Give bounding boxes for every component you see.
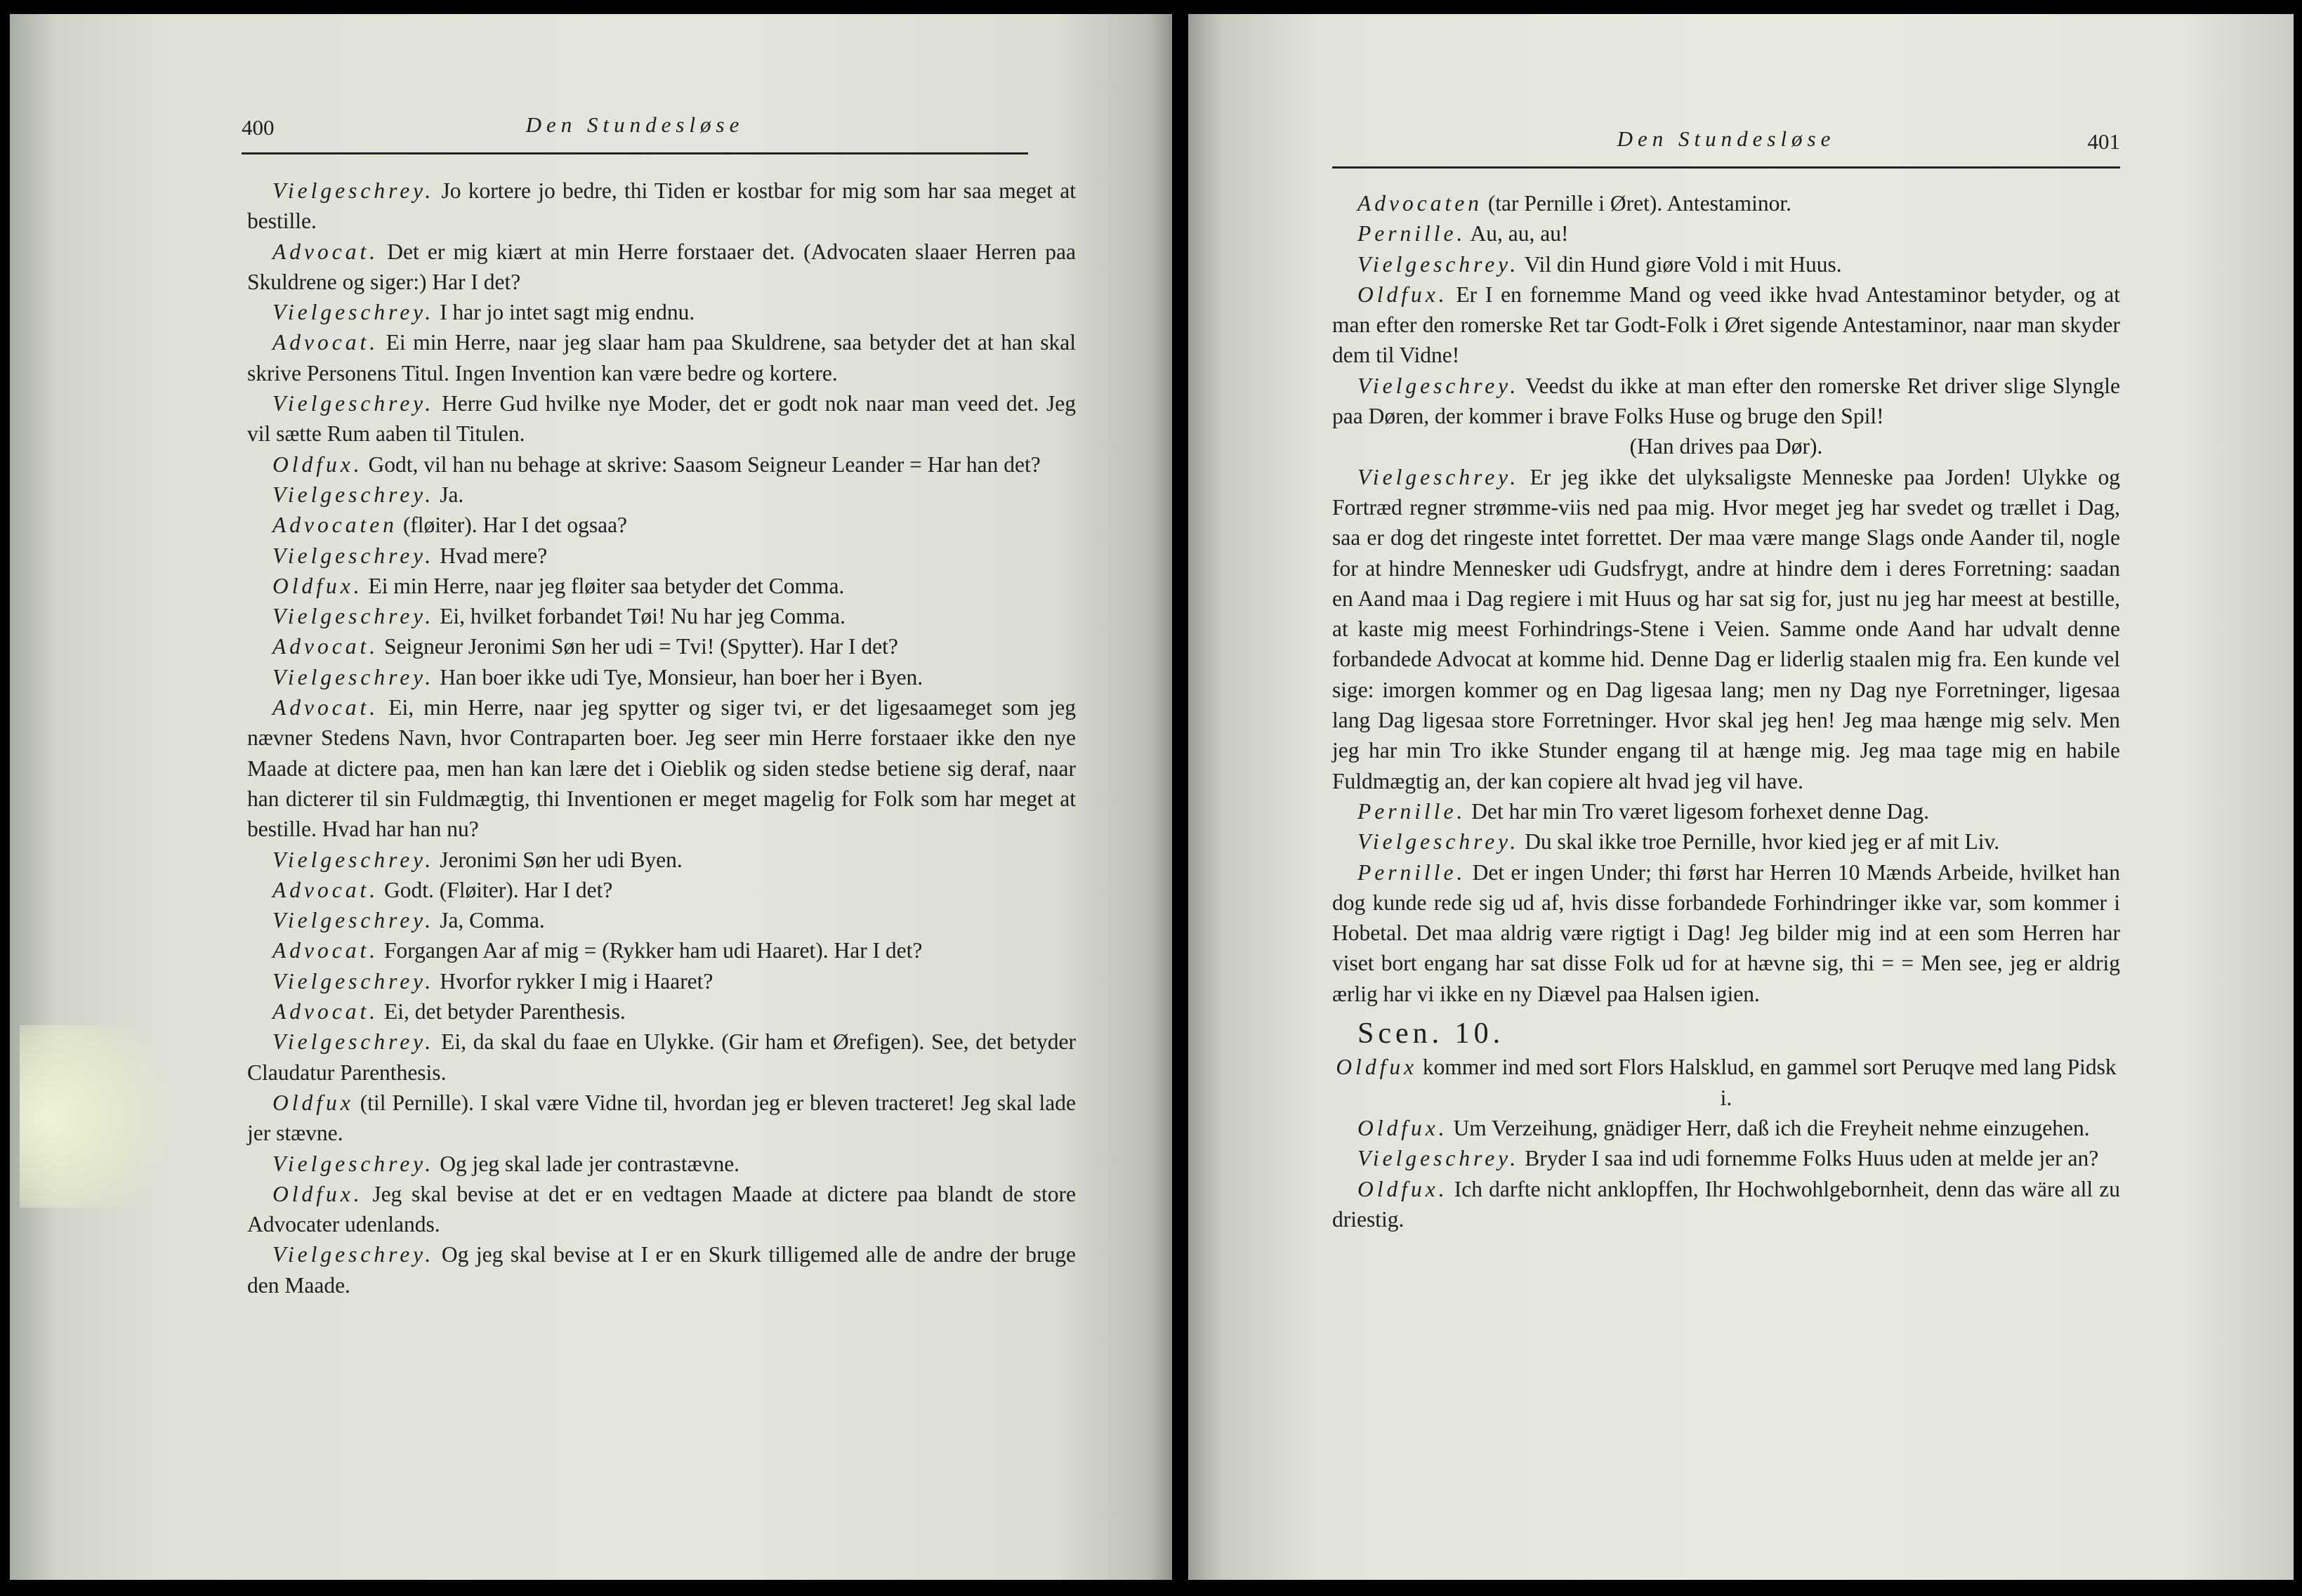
- dialogue-paragraph: [247, 1088, 1076, 1149]
- right-page-header: [1332, 126, 2120, 169]
- speaker-name: Oldfux.: [272, 573, 363, 598]
- dialogue-text: Hvad mere?: [440, 543, 548, 568]
- dialogue-paragraph: [247, 449, 1076, 480]
- speaker-name: Oldfux.: [272, 451, 363, 477]
- speaker-name: Advocat.: [272, 877, 379, 902]
- dialogue-text: Forgangen Aar af mig = (Rykker ham udi Haaret). Har I det?: [383, 938, 923, 963]
- right-page-body: [1332, 188, 2120, 1234]
- speaker-name: Vielgeschrey.: [1357, 251, 1520, 277]
- scene-speaker: Oldfux: [1336, 1055, 1418, 1080]
- speaker-name: Oldfux.: [272, 1181, 363, 1206]
- dialogue-text: Han boer ikke udi Tye, Monsieur, han boer her i Byen.: [440, 664, 923, 690]
- dialogue-text: I har jo intet sagt mig endnu.: [440, 300, 695, 325]
- dialogue-text: Er I en fornemme Mand og veed ikke hvad Antestaminor betyder, og at man efter den romerske Ret tar Godt-Folk i Øret sigende Antestaminor, naar man skyder dem til Vidne!: [1332, 282, 2121, 368]
- dialogue-paragraph: [247, 327, 1076, 388]
- dialogue-text: Og jeg skal lade jer contrastævne.: [440, 1151, 740, 1176]
- dialogue-text: Er jeg ikke det ulyksaligste Menneske paa Jorden! Ulykke og Fortræd regner strømme-viis ned paa mig. Hvor meget jeg har svedet og trællet i Dag, saa er dog det ringeste intet forrettet. Der maa være mange Slags onde Aander til, nogle for at hindre Mennesker udi Gudsfrygt, andre at hindre dem i deres Forretning: saadan en Aand maa i Dag regiere i mit Huus og har sat sig for, just nu jeg har meest at bestille, at kaste mig meest Forhindrings-Stene i Veien. Samme onde Aand har udvalt denne forbandede Advocat at komme hid. Denne Dag er liderlig staalen mig fra. Een kunde vel sige: imorgen kommer og en Dag ligesaa lang; men ny Dag nye Forretninger, ligesaa lang Dag ligesaa store Forretninger. Hvor skal jeg hen! Jeg maa hænge mig selv. Men jeg har min Tro ikke Stunder engang til at hænge mig. Jeg maa tage mig en habile Fuldmægtig an, der kan copiere alt hvad jeg vil have.: [1332, 464, 2121, 793]
- dialogue-text: Jeronimi Søn her udi Byen.: [440, 847, 683, 872]
- dialogue-paragraph: [1332, 857, 2120, 1009]
- header-rule: [242, 152, 1028, 154]
- dialogue-text: (tar Pernille i Øret). Antestaminor.: [1487, 191, 1791, 216]
- dialogue-paragraph: [247, 601, 1076, 631]
- dialogue-text: Godt, vil han nu behage at skrive: Saasom Seigneur Leander = Har han det?: [368, 451, 1041, 477]
- dialogue-text: Det er mig kiært at min Herre forstaaer det. (Advocaten slaaer Herren paa Skuldrene og siger:) Har I det?: [247, 239, 1077, 294]
- dialogue-text: Um Verzeihung, gnädiger Herr, daß ich die Freyheit nehme einzugehen.: [1453, 1115, 2090, 1140]
- right-paragraphs-after-scene: [1332, 1113, 2120, 1234]
- dialogue-text: Det er ingen Under; thi først har Herren 10 Mænds Arbeide, hvilket han dog kunde rede sig ud af, hvis disse forbandede Forhindringer ikke var, som kommer i Hobetal. Det maa aldrig være rigtigt i Dag! Jeg bilder mig ind at een som Herren har viset bort engang har sat disse Folk ud for at hævne sig, thi = = Men see, jeg er aldrig ærlig har vi ikke en ny Diævel paa Halsen igien.: [1332, 859, 2120, 1006]
- speaker-name: Vielgeschrey.: [1357, 829, 1520, 855]
- speaker-name: Advocat.: [272, 999, 379, 1024]
- dialogue-text: Du skal ikke troe Pernille, hvor kied jeg er af mit Liv.: [1525, 829, 2000, 855]
- right-paragraphs-before-scene: [1332, 188, 2120, 1009]
- dialogue-paragraph: [247, 480, 1076, 510]
- dialogue-paragraph: [247, 297, 1076, 327]
- dialogue-paragraph: [247, 388, 1076, 449]
- speaker-name: Vielgeschrey.: [272, 847, 435, 872]
- dialogue-text: Godt. (Fløiter). Har I det?: [383, 877, 613, 902]
- speaker-name: Vielgeschrey.: [272, 1151, 435, 1176]
- dialogue-text: Hvorfor rykker I mig i Haaret?: [440, 968, 713, 994]
- scene-heading: Scen. 10.: [1357, 1017, 1505, 1050]
- dialogue-paragraph: [247, 237, 1076, 298]
- scene-direction: [1332, 1052, 2120, 1113]
- dialogue-paragraph: [247, 845, 1076, 875]
- dialogue-paragraph: [1332, 462, 2120, 796]
- running-title: Den Stundesløse: [1617, 126, 1836, 151]
- dialogue-text: Ja, Comma.: [440, 908, 545, 933]
- dialogue-text: Herre Gud hvilke nye Moder, det er godt nok naar man veed det. Jeg vil sætte Rum aaben til Titulen.: [247, 391, 1076, 447]
- dialogue-text: Og jeg skal bevise at I er en Skurk tilligemed alle de andre der bruge den Maade.: [247, 1242, 1077, 1298]
- speaker-name: Advocat.: [272, 330, 379, 355]
- speaker-name: Vielgeschrey.: [272, 178, 435, 203]
- left-page-body: [247, 176, 1076, 1300]
- dialogue-paragraph: [247, 571, 1076, 601]
- dialogue-text: Ei, hvilket forbandet Tøi! Nu har jeg Comma.: [440, 604, 846, 629]
- speaker-name: Vielgeschrey.: [272, 543, 435, 568]
- dialogue-paragraph: [1332, 1174, 2120, 1235]
- speaker-name: Vielgeschrey.: [272, 664, 435, 690]
- speaker-name: Pernille.: [1357, 859, 1466, 885]
- dialogue-paragraph: [247, 1239, 1076, 1300]
- speaker-name: Oldfux.: [1357, 1176, 1448, 1201]
- dialogue-paragraph: [247, 176, 1076, 237]
- header-rule: [1332, 166, 2120, 169]
- running-title: Den Stundesløse: [525, 112, 744, 137]
- dialogue-paragraph: [247, 541, 1076, 571]
- dialogue-text: Bryder I saa ind udi fornemme Folks Huus uden at melde jer an?: [1525, 1146, 2099, 1171]
- speaker-name: Vielgeschrey.: [272, 604, 435, 629]
- speaker-name: Vielgeschrey.: [272, 482, 435, 507]
- dialogue-paragraph: [247, 996, 1076, 1027]
- dialogue-paragraph: [247, 1149, 1076, 1179]
- dialogue-text: Jeg skal bevise at det er en vedtagen Maade at dictere paa blandt de store Advocater udenlands.: [247, 1181, 1076, 1237]
- dialogue-text: (fløiter). Har I det ogsaa?: [402, 513, 628, 538]
- right-page: [1188, 14, 2294, 1580]
- dialogue-paragraph: [1332, 1113, 2120, 1143]
- dialogue-text: Au, au, au!: [1470, 221, 1569, 246]
- speaker-name: Vielgeschrey.: [1357, 1146, 1520, 1171]
- dialogue-text: Veedst du ikke at man efter den romerske Ret driver slige Slyngle paa Døren, der kommer i brave Folks Huse og bruge den Spil!: [1332, 373, 2120, 429]
- dialogue-text: Ei, da skal du faae en Ulykke. (Gir ham et Ørefigen). See, det betyder Claudatur Parenthesis.: [247, 1029, 1076, 1085]
- scene-direction-text: kommer ind med sort Flors Halsklud, en gammel sort Peruqve med lang Pidsk i.: [1422, 1055, 2117, 1110]
- speaker-name: Vielgeschrey.: [1357, 373, 1520, 398]
- speaker-name: Advocat.: [272, 239, 379, 264]
- speaker-name: Vielgeschrey.: [272, 1029, 435, 1055]
- speaker-name: Advocat.: [272, 634, 379, 659]
- dialogue-paragraph: [247, 631, 1076, 661]
- dialogue-paragraph: [247, 692, 1076, 844]
- dialogue-text: Vil din Hund giøre Vold i mit Huus.: [1524, 251, 1842, 277]
- dialogue-text: (til Pernille). I skal være Vidne til, hvordan jeg er bleven tracteret! Jeg skal lade jer stævne.: [247, 1090, 1077, 1146]
- dialogue-paragraph: [247, 875, 1076, 905]
- dialogue-text: Ich darfte nicht anklopffen, Ihr Hochwohlgebornheit, denn das wäre all zu driestig.: [1332, 1176, 2121, 1232]
- speaker-name: Vielgeschrey.: [1357, 464, 1520, 489]
- dialogue-paragraph: [1332, 371, 2120, 432]
- dialogue-paragraph: [1332, 279, 2120, 371]
- dialogue-paragraph: [1332, 218, 2120, 249]
- dialogue-paragraph: [247, 1179, 1076, 1240]
- page-number: 401: [2087, 129, 2120, 154]
- dialogue-paragraph: [1332, 796, 2120, 826]
- dialogue-text: Ja.: [440, 482, 464, 507]
- book-gutter: [1172, 0, 1188, 1596]
- dialogue-paragraph: [247, 935, 1076, 965]
- speaker-name: Vielgeschrey.: [272, 1242, 435, 1267]
- speaker-name: Advocat.: [272, 695, 379, 720]
- stage-direction: (Han drives paa Dør).: [1629, 434, 1823, 459]
- dialogue-paragraph: [1332, 249, 2120, 279]
- dialogue-text: Seigneur Jeronimi Søn her udi = Tvi! (Spytter). Har I det?: [383, 634, 898, 659]
- left-page: [10, 14, 1172, 1580]
- dialogue-text: Ei, det betyder Parenthesis.: [383, 999, 626, 1024]
- speaker-name: Advocat.: [272, 938, 379, 963]
- dialogue-paragraph: [1332, 188, 2120, 218]
- speaker-name: Pernille.: [1357, 798, 1466, 824]
- speaker-name: Oldfux.: [1357, 282, 1448, 307]
- speaker-name: Oldfux: [272, 1090, 354, 1115]
- dialogue-paragraph: [247, 662, 1076, 692]
- page-stain: [20, 1025, 202, 1208]
- page-number: 400: [242, 115, 275, 140]
- left-page-header: [242, 112, 1028, 154]
- dialogue-paragraph: [247, 510, 1076, 540]
- dialogue-paragraph: [247, 905, 1076, 935]
- dialogue-paragraph: [1332, 826, 2120, 857]
- speaker-name: Vielgeschrey.: [272, 908, 435, 933]
- dialogue-paragraph: [247, 966, 1076, 996]
- dialogue-paragraph: [1332, 431, 2120, 461]
- dialogue-paragraph: [1332, 1143, 2120, 1173]
- dialogue-text: Ei min Herre, naar jeg fløiter saa betyder det Comma.: [368, 573, 845, 598]
- dialogue-text: Jo kortere jo bedre, thi Tiden er kostbar for mig som har saa meget at bestille.: [247, 178, 1076, 234]
- speaker-name: Vielgeschrey.: [272, 968, 435, 994]
- speaker-name: Advocaten: [1357, 191, 1482, 216]
- dialogue-text: Ei min Herre, naar jeg slaar ham paa Skuldrene, saa betyder det at han skal skrive Personens Titul. Ingen Invention kan være bedre og kortere.: [247, 330, 1076, 385]
- speaker-name: Pernille.: [1357, 221, 1466, 246]
- speaker-name: Advocaten: [272, 513, 397, 538]
- speaker-name: Vielgeschrey.: [272, 391, 435, 416]
- dialogue-text: Ei, min Herre, naar jeg spytter og siger tvi, er det ligesaameget som jeg nævner Stedens Navn, hvor Contraparten boer. Jeg seer min Herre forstaaer ikke den nye Maade at dictere paa, men han kan lære det i Oieblik og siden stedse betiene sig deraf, naar han dicterer til sin Fuldmægtig, thi Inventionen er meget magelig for Folk som har meget at bestille. Hvad har han nu?: [247, 695, 1077, 842]
- speaker-name: Oldfux.: [1357, 1115, 1448, 1140]
- dialogue-text: Det har min Tro været ligesom forhexet denne Dag.: [1471, 798, 1929, 824]
- dialogue-paragraph: [247, 1027, 1076, 1088]
- speaker-name: Vielgeschrey.: [272, 300, 435, 325]
